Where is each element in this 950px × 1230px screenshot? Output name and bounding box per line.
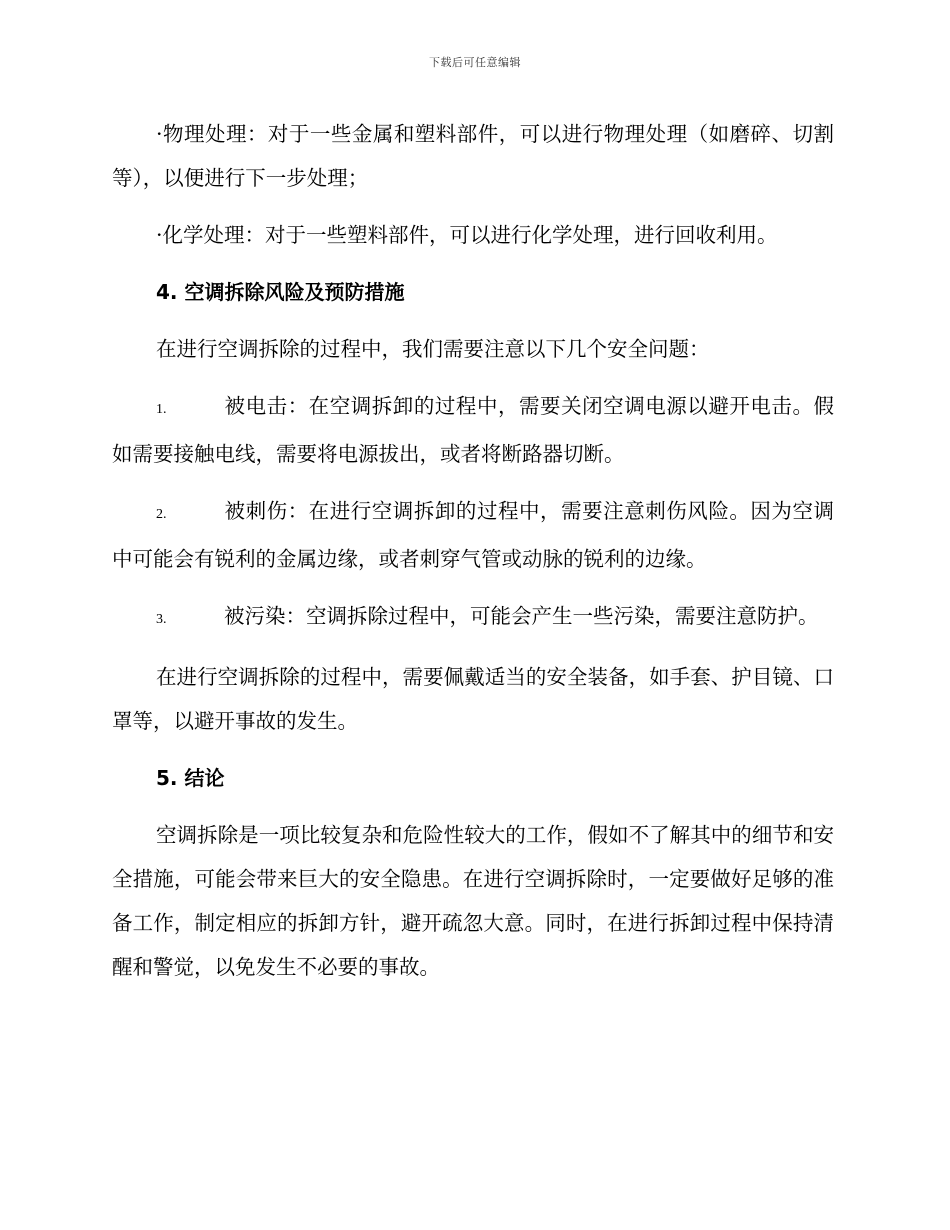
list-item-text: 被污染：空调拆除过程中，可能会产生一些污染，需要注意防护。	[224, 604, 819, 628]
list-item-number: 2.	[156, 507, 167, 522]
bullet-chemical-treatment: ·化学处理：对于一些塑料部件，可以进行化学处理，进行回收利用。	[156, 223, 778, 247]
list-item-number: 1.	[156, 402, 167, 417]
section-4-heading: 4. 空调拆除风险及预防措施	[156, 280, 405, 304]
section-5-heading: 5. 结论	[156, 766, 225, 790]
list-item-number: 3.	[156, 612, 167, 627]
section-4-intro: 在进行空调拆除的过程中，我们需要注意以下几个安全问题：	[156, 337, 710, 361]
section-4-closing: 在进行空调拆除的过程中，需要佩戴适当的安全装备，如手套、护目镜、口罩等，以避开事故的发生。	[112, 665, 834, 733]
list-item-stab-injury	[112, 489, 834, 581]
list-item-text: 被电击：在空调拆卸的过程中，需要关闭空调电源以避开电击。假如需要接触电线，需要将电源拔出，或者将断路器切断。	[112, 394, 834, 466]
page-header: 下载后可任意编辑	[429, 56, 521, 69]
list-item-electric-shock	[112, 384, 834, 476]
list-item-text: 被刺伤：在进行空调拆卸的过程中，需要注意刺伤风险。因为空调中可能会有锐利的金属边缘，或者刺穿气管或动脉的锐利的边缘。	[112, 499, 834, 571]
section-5-text: 空调拆除是一项比较复杂和危险性较大的工作，假如不了解其中的细节和安全措施，可能会带来巨大的安全隐患。在进行空调拆除时，一定要做好足够的准备工作，制定相应的拆卸方针，避开疏忽大意。同时，在进行拆卸过程中保持清醒和警觉，以免发生不必要的事故。	[112, 823, 834, 979]
bullet-physical-treatment: ·物理处理：对于一些金属和塑料部件，可以进行物理处理（如磨碎、切割等），以便进行下一步处理；	[112, 122, 834, 190]
list-item-contamination	[112, 594, 834, 642]
document-body	[112, 112, 834, 1002]
